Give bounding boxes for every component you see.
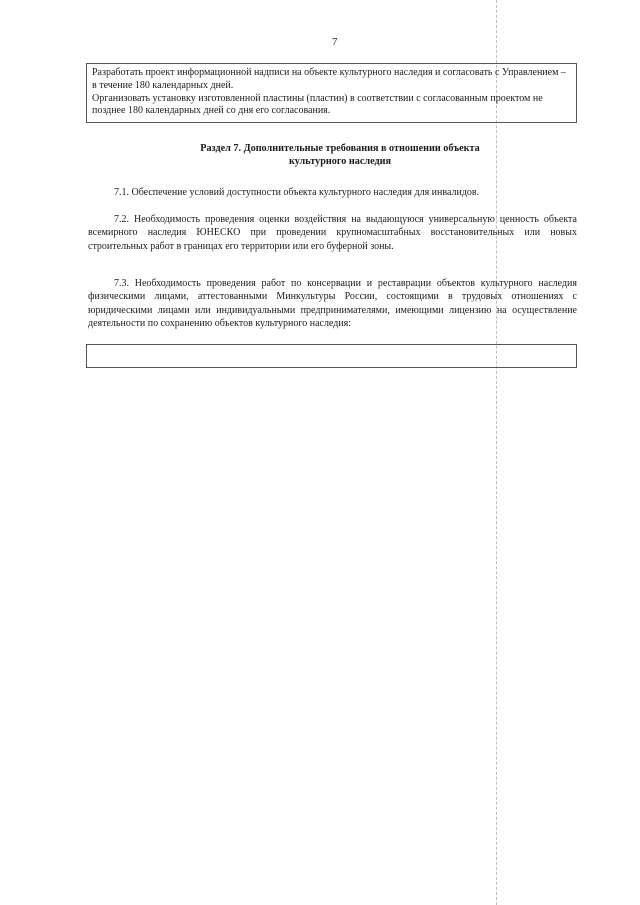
section-title-line-2: культурного наследия [288,155,391,167]
requirements-box [86,63,577,123]
empty-box [86,344,577,368]
requirement-text-1: Разработать проект информационной надписи на объекте культурного наследия и согласовать с Управлением – в течение 180 календарных дней. [92,67,566,91]
paragraph-7-1: 7.1. Обеспечение условий доступности объекта культурного наследия для инвалидов. [114,187,480,198]
page-number: 7 [332,36,338,48]
paragraph-7-3: 7.3. Необходимость проведения работ по консервации и реставрации объектов культурного наследия физическими лицами, аттестованными Минкультуры России, состоящими в трудовых отношениях с юридическими лицами или индивидуальными предпринимателями, имеющими лицензию на осуществление деятельности по сохранению объектов культурного наследия: [88,278,577,330]
scan-fold-line [496,0,497,905]
requirement-text-2: Организовать установку изготовленной пластины (пластин) в соответствии с согласованным проектом не позднее 180 календарных дней со дня его согласования. [92,92,543,117]
paragraph-7-2: 7.2. Необходимость проведения оценки воздействия на выдающуюся универсальную ценность объекта всемирного наследия ЮНЕСКО при проведении крупномасштабных восстановительных или новых строительных работ в границах его территории или его буферной зоны. [88,214,577,252]
section-title-line-1: Раздел 7. Дополнительные требования в отношении объекта [200,143,480,154]
section-title [140,143,540,168]
